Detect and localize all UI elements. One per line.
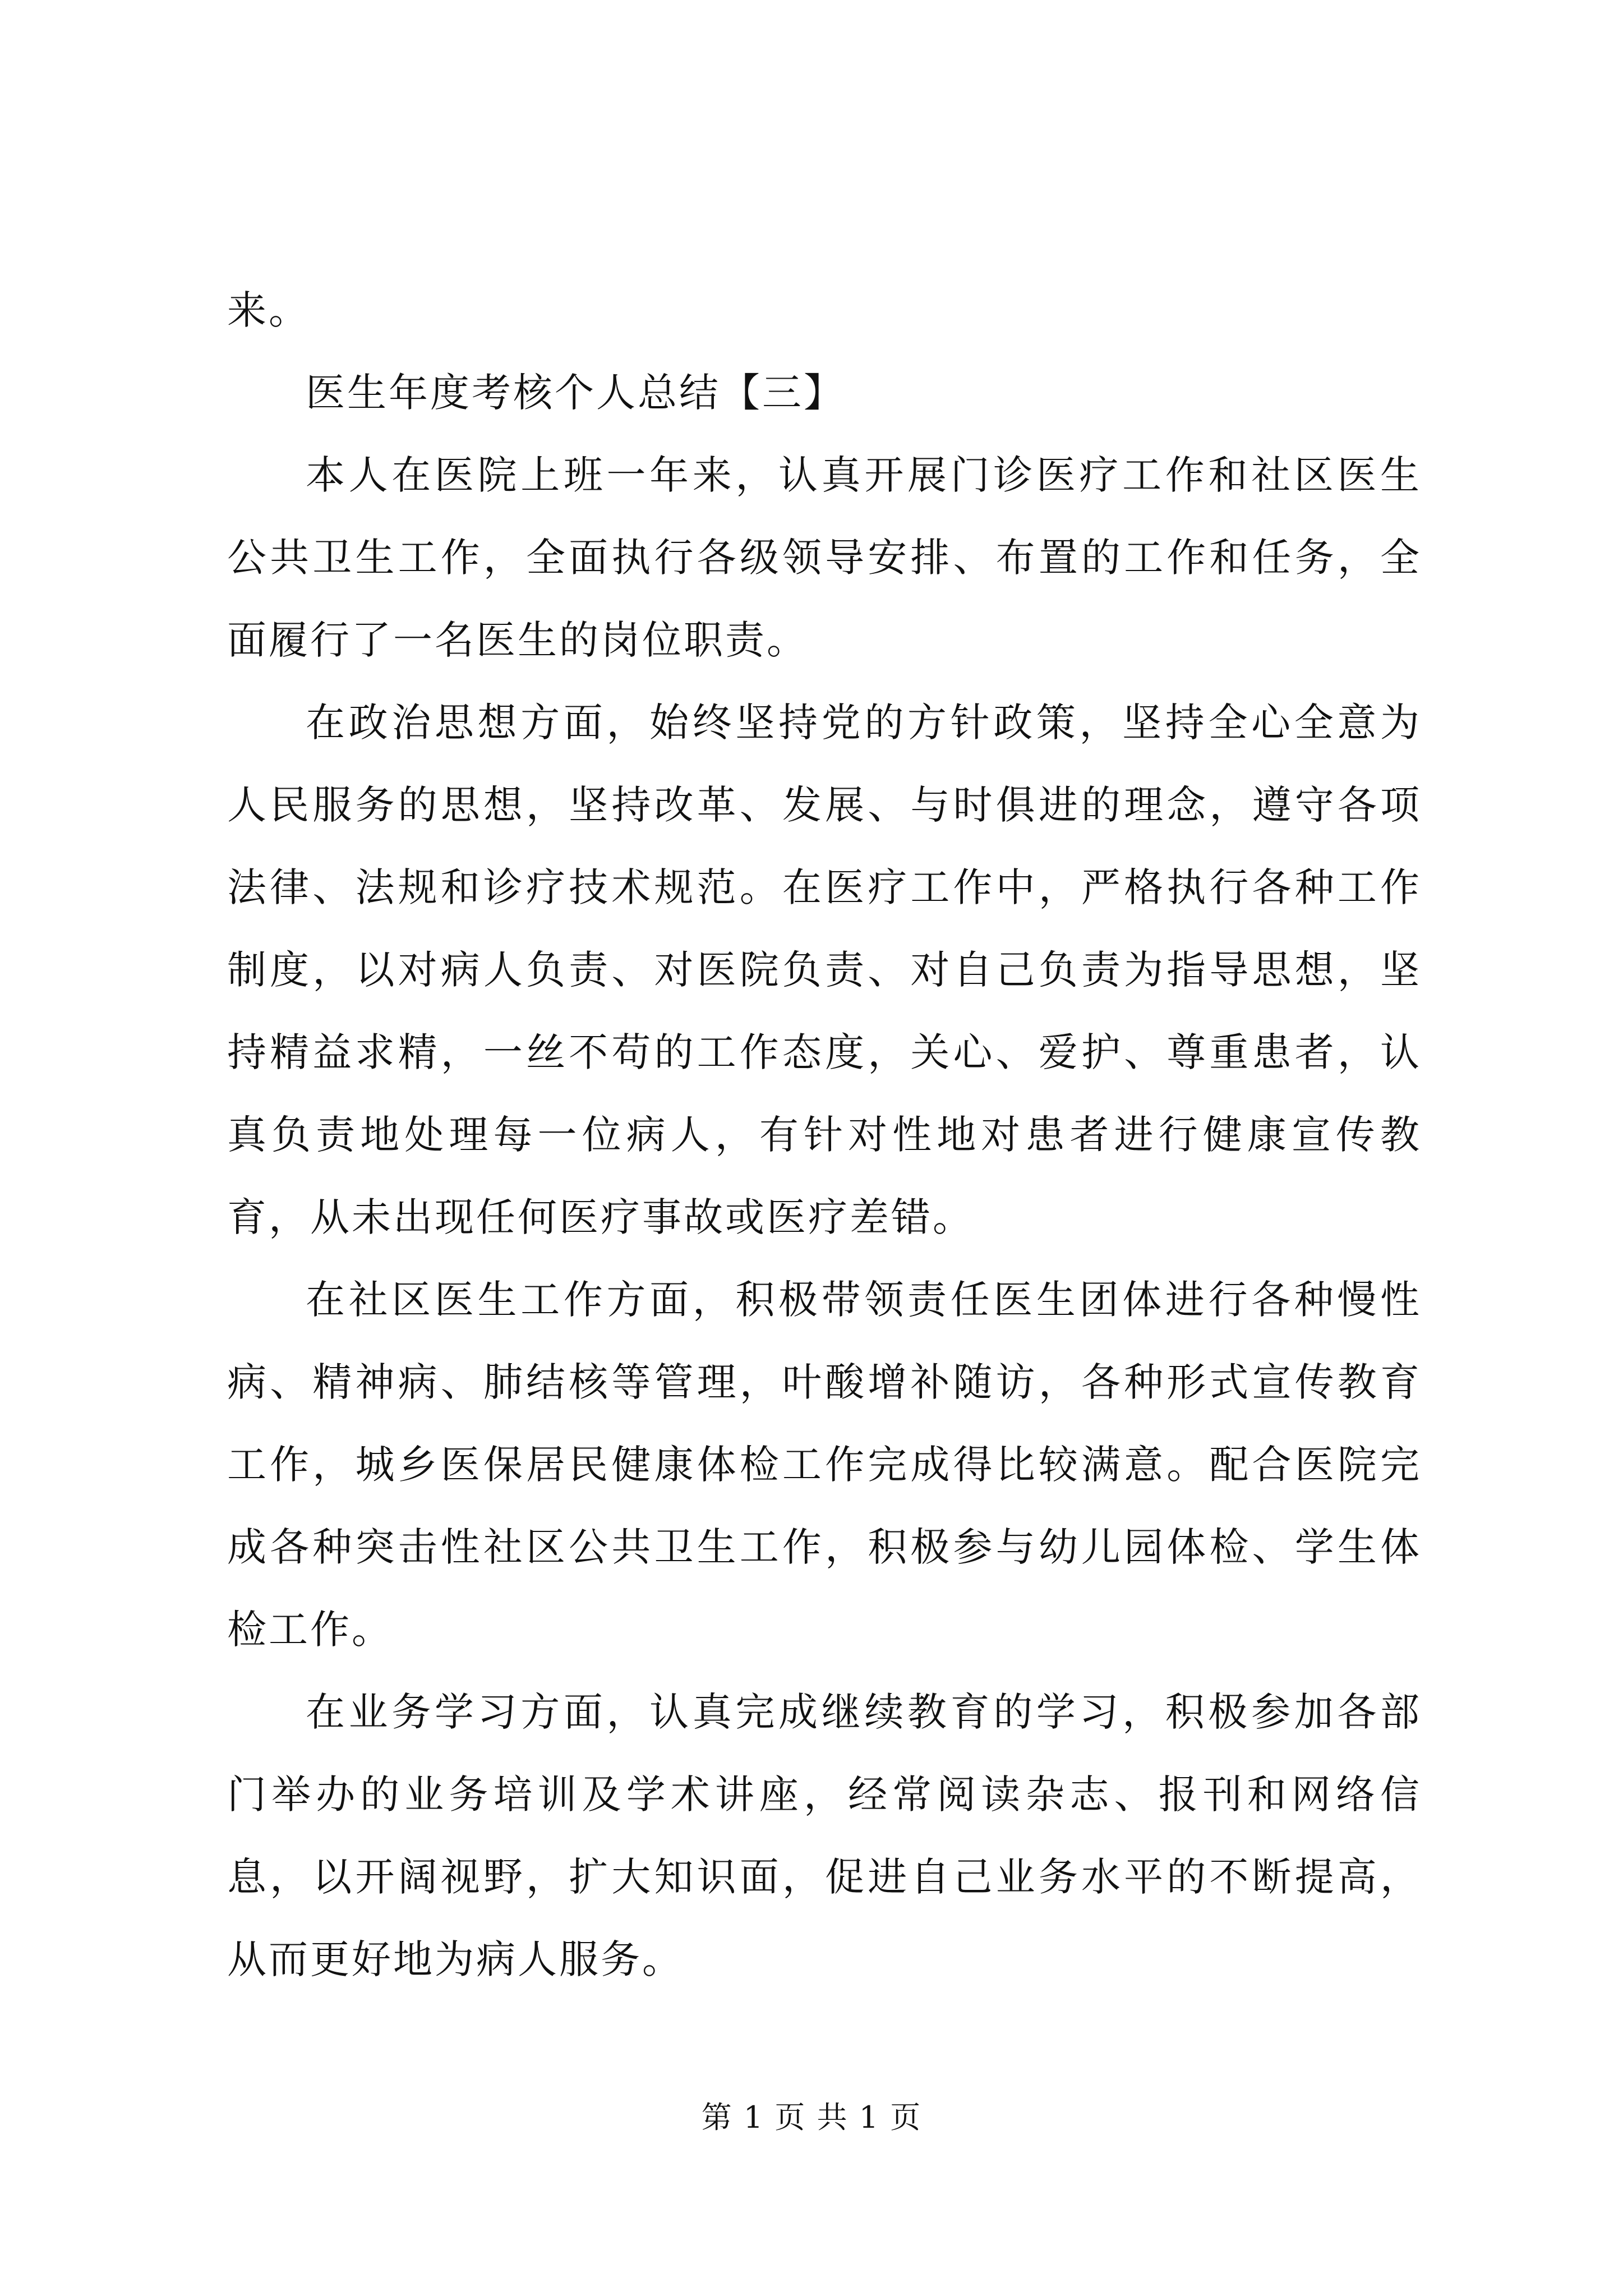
page-footer: 第 1 页 共 1 页 — [701, 2100, 922, 2135]
paragraph-community: 在社区医生工作方面，积极带领责任医生团体进行各种慢性病、精神病、肺结核等管理，叶酸增补随访，各种形式宣传教育工作，城乡医保居民健康体检工作完成得比较满意。配合医院完成各种突击性社区公共卫生工作，积极参与幼儿园体检、学生体检工作。 — [227, 1277, 1422, 1653]
paragraph-intro: 本人在医院上班一年来，认真开展门诊医疗工作和社区医生公共卫生工作，全面执行各级领导安排、布置的工作和任务，全面履行了一名医生的岗位职责。 — [227, 452, 1422, 663]
paragraph-study: 在业务学习方面，认真完成继续教育的学习，积极参加各部门举办的业务培训及学术讲座，经常阅读杂志、报刊和网络信息，以开阔视野，扩大知识面，促进自己业务水平的不断提高，从而更好地为病人服务。 — [227, 1689, 1422, 1982]
paragraph-political: 在政治思想方面，始终坚持党的方针政策，坚持全心全意为人民服务的思想，坚持改革、发展、与时俱进的理念，遵守各项法律、法规和诊疗技术规范。在医疗工作中，严格执行各种工作制度，以对病人负责、对医院负责、对自己负责为指导思想，坚持精益求精，一丝不苟的工作态度，关心、爱护、尊重患者，认真负责地处理每一位病人，有针对性地对患者进行健康宣传教育，从未出现任何医疗事故或医疗差错。 — [227, 700, 1422, 1240]
section-heading: 医生年度考核个人总结【三】 — [306, 370, 845, 416]
document-body — [227, 269, 1422, 2001]
paragraph-continuation: 来。 — [227, 287, 310, 333]
